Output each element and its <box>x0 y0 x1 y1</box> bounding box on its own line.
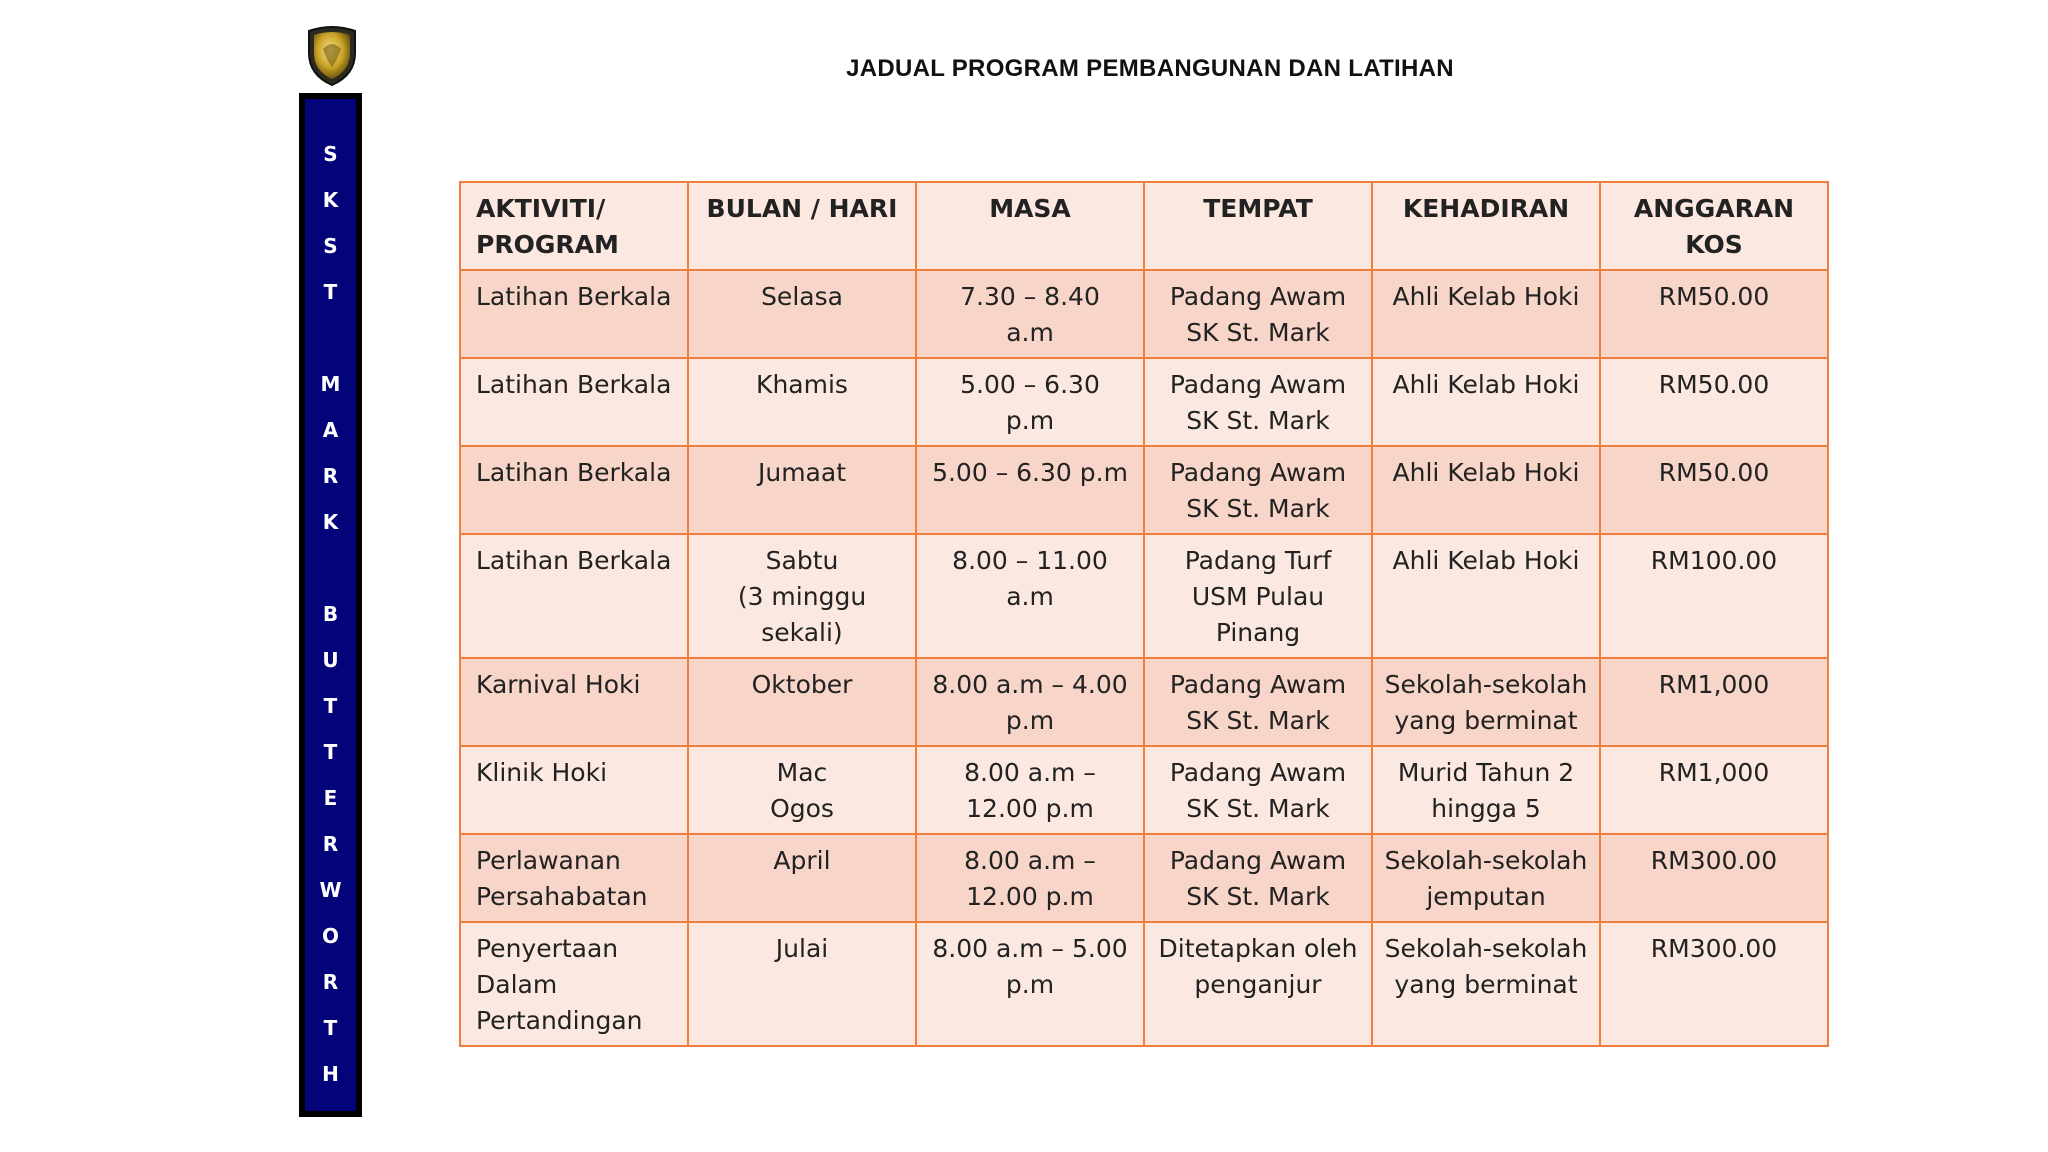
page-title: JADUAL PROGRAM PEMBANGUNAN DAN LATIHAN <box>846 55 1454 82</box>
sidebar-letter: H <box>322 1062 339 1086</box>
table-row <box>460 834 1828 922</box>
table-row <box>460 658 1828 746</box>
vertical-school-name-banner <box>299 93 362 1117</box>
table-cell: Sekolah-sekolah yang berminat <box>1372 922 1600 1046</box>
sidebar-letter: M <box>320 372 341 396</box>
table-cell: Ahli Kelab Hoki <box>1372 534 1600 658</box>
table-cell: RM300.00 <box>1600 834 1828 922</box>
table-cell: RM300.00 <box>1600 922 1828 1046</box>
column-header: KEHADIRAN <box>1372 182 1600 270</box>
table-cell: Ahli Kelab Hoki <box>1372 358 1600 446</box>
table-cell: RM50.00 <box>1600 270 1828 358</box>
table-cell: Khamis <box>688 358 916 446</box>
school-crest-logo <box>305 25 359 87</box>
table-cell: Murid Tahun 2 hingga 5 <box>1372 746 1600 834</box>
table-cell: 8.00 a.m – 5.00 p.m <box>916 922 1144 1046</box>
table-cell: Klinik Hoki <box>460 746 688 834</box>
sidebar-letter: E <box>323 786 338 810</box>
table-cell: Latihan Berkala <box>460 446 688 534</box>
table-row <box>460 270 1828 358</box>
table-cell: 8.00 a.m – 4.00 p.m <box>916 658 1144 746</box>
table-cell: 5.00 – 6.30 p.m <box>916 446 1144 534</box>
table-cell: 8.00 a.m – 12.00 p.m <box>916 834 1144 922</box>
column-header: TEMPAT <box>1144 182 1372 270</box>
sidebar-letter: K <box>322 510 339 534</box>
table-cell: 8.00 a.m – 12.00 p.m <box>916 746 1144 834</box>
sidebar-letter: W <box>319 878 342 902</box>
table-row <box>460 746 1828 834</box>
table-cell: RM1,000 <box>1600 746 1828 834</box>
program-schedule-table <box>459 181 1829 1047</box>
table-cell: Ditetapkan oleh penganjur <box>1144 922 1372 1046</box>
table-row <box>460 446 1828 534</box>
table-cell: Padang Awam SK St. Mark <box>1144 446 1372 534</box>
table-cell: Latihan Berkala <box>460 358 688 446</box>
table-cell: RM1,000 <box>1600 658 1828 746</box>
sidebar-letter: K <box>322 188 339 212</box>
sidebar-letter: T <box>323 1016 338 1040</box>
table-cell: Karnival Hoki <box>460 658 688 746</box>
table-row <box>460 534 1828 658</box>
sidebar-letter: S <box>323 234 338 258</box>
table-cell: Sabtu (3 minggu sekali) <box>688 534 916 658</box>
table-cell: April <box>688 834 916 922</box>
sidebar-letter: R <box>322 832 339 856</box>
table-cell: Ahli Kelab Hoki <box>1372 446 1600 534</box>
table-header-row <box>460 182 1828 270</box>
sidebar-letter: R <box>322 970 339 994</box>
table-row <box>460 922 1828 1046</box>
table-cell: RM50.00 <box>1600 358 1828 446</box>
table-cell: RM100.00 <box>1600 534 1828 658</box>
table-cell: 7.30 – 8.40 a.m <box>916 270 1144 358</box>
table-cell: Padang Turf USM Pulau Pinang <box>1144 534 1372 658</box>
column-header: AKTIVITI/ PROGRAM <box>460 182 688 270</box>
table-cell: Sekolah-sekolah jemputan <box>1372 834 1600 922</box>
table-cell: Oktober <box>688 658 916 746</box>
table-cell: Padang Awam SK St. Mark <box>1144 834 1372 922</box>
sidebar-letter: B <box>322 602 339 626</box>
column-header: BULAN / HARI <box>688 182 916 270</box>
sidebar-letter: T <box>323 694 338 718</box>
table-cell: Padang Awam SK St. Mark <box>1144 658 1372 746</box>
table-cell: RM50.00 <box>1600 446 1828 534</box>
sidebar-letter: U <box>322 648 339 672</box>
sidebar-letter: T <box>323 740 338 764</box>
sidebar-letter: A <box>322 418 339 442</box>
table-cell: 8.00 – 11.00 a.m <box>916 534 1144 658</box>
table-cell: Latihan Berkala <box>460 534 688 658</box>
table-cell: Jumaat <box>688 446 916 534</box>
table-cell: Julai <box>688 922 916 1046</box>
table-cell: Padang Awam SK St. Mark <box>1144 358 1372 446</box>
table-cell: Perlawanan Persahabatan <box>460 834 688 922</box>
column-header: ANGGARAN KOS <box>1600 182 1828 270</box>
sidebar-letter: O <box>321 924 339 948</box>
table-cell: Ahli Kelab Hoki <box>1372 270 1600 358</box>
table-cell: Sekolah-sekolah yang berminat <box>1372 658 1600 746</box>
table-cell: Penyertaan Dalam Pertandingan <box>460 922 688 1046</box>
table-row <box>460 358 1828 446</box>
table-cell: Selasa <box>688 270 916 358</box>
column-header: MASA <box>916 182 1144 270</box>
sidebar-letter: T <box>323 280 338 304</box>
table-cell: Mac Ogos <box>688 746 916 834</box>
table-cell: Padang Awam SK St. Mark <box>1144 270 1372 358</box>
table-cell: Padang Awam SK St. Mark <box>1144 746 1372 834</box>
table-cell: Latihan Berkala <box>460 270 688 358</box>
table-cell: 5.00 – 6.30 p.m <box>916 358 1144 446</box>
sidebar-letter: R <box>322 464 339 488</box>
sidebar-letter: S <box>323 142 338 166</box>
